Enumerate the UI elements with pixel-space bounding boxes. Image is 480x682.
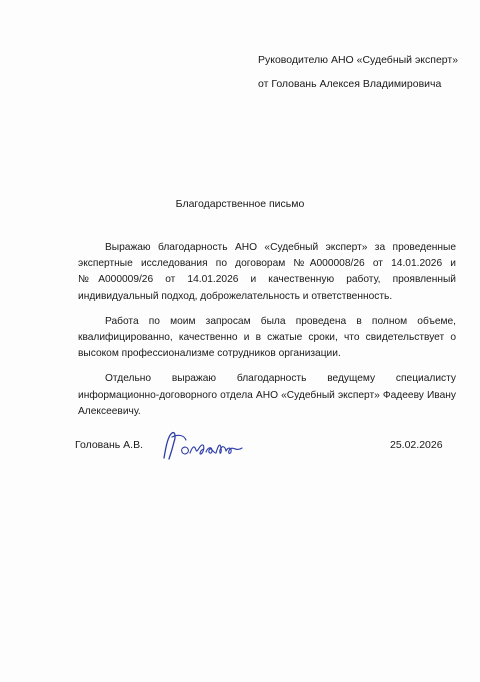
- handwritten-signature: [156, 428, 248, 464]
- signer-name: Головань А.В.: [75, 439, 144, 451]
- addressee-block: [258, 48, 458, 96]
- body-paragraph-2: Работа по моим запросам была проведена в полном объеме, квалифицированно, качественно и в сжатые сроки, что свидетельствует о высоком профессионализме сотрудников организации.: [78, 315, 456, 360]
- body-paragraph-3: Отдельно выражаю благодарность ведущему специалисту информационно-договорного отдела АНО «Судебный эксперт» Фадееву Ивану Алексеевичу.: [78, 373, 456, 417]
- letter-date: 25.02.2026: [390, 439, 443, 451]
- addressee-recipient: Руководителю АНО «Судебный эксперт»: [258, 54, 459, 66]
- letter-title: Благодарственное письмо: [175, 198, 305, 210]
- addressee-sender: от Головань Алексея Владимировича: [258, 78, 442, 90]
- letter-body: [78, 240, 456, 429]
- body-paragraph-1: Выражаю благодарность АНО «Судебный эксперт» за проведенные экспертные исследования по договорам №А000008/26 от 14.01.2026 и №А000009/26 от 14.01.2026 и качественную работу, проявленный индивидуальный подход, доброжелательность и ответственность.: [78, 242, 456, 302]
